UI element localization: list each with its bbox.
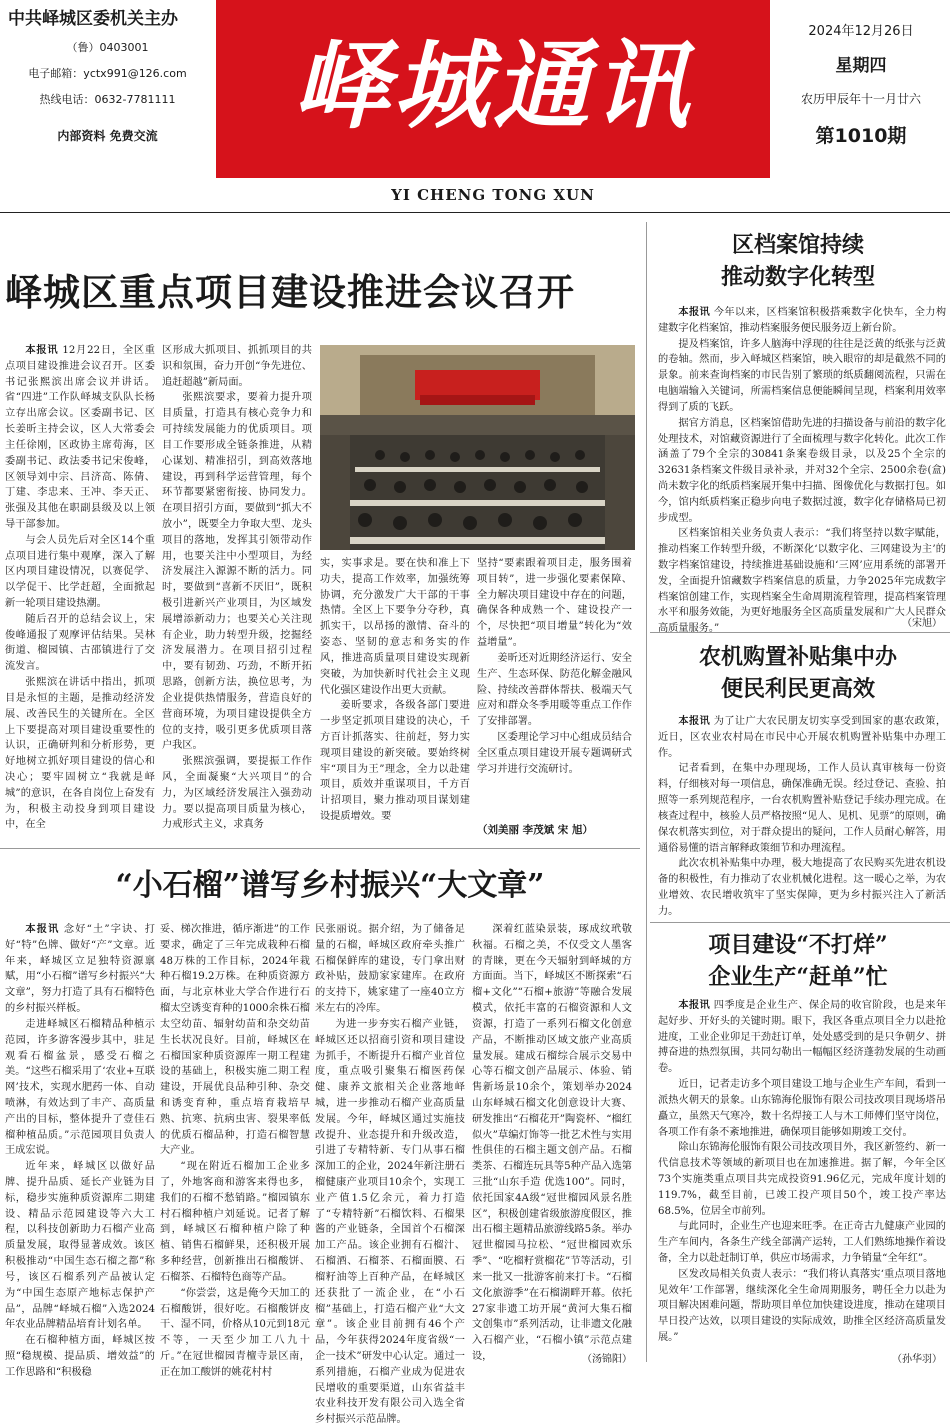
article2-para: 深着红蓝染景装，琢成纹玳敬秋福。石榴之美，不仅受文人墨客的青睐，更在今天辐射到峄城的方方面面。当下，峄城区不断探索“石榴+文化”“石榴+旅游”等融合发展模式，依托丰富的石榴资源和人文资源，打造了一系列石榴文化创意产品，不断推动区域文旅产业高质量发展。建成石榴综合展示交易中心等石榴文创产品展示、体验、销售新场景10余个，策划举办2024山东峄城石榴文化创意设计大赛、研发推出“石榴花开”陶瓷杯、“榴红似火”草编灯饰等一批艺术性与实用性俱佳的石榴主题文创产品。石榴类茶、石榴连玩具等5种产品入选第三批“山东手造 优选100”。同时，依托国家4A级“冠世榴园风景名胜区”，积极创建省级旅游度假区，推出石榴主题精品旅游线路5条。举办冠世榴园马拉松、“冠世榴园欢乐季”、“吃榴籽赏榴花”节等活动，引来一批又一批游客前来打卡。“石榴文化旅游季”在石榴湖畔开幕。依托27家非遗工坊开展“黄河大集石榴文创集市”系列活动，让非遗文化融入石榴产业，“石榴小镇”示范点建设， <box>472 924 632 1362</box>
side2-para: 为了让广大农民朋友切实享受到国家的惠农政策，近日，区农业农村局在市民中心开展农机购置补贴集中办理工作。 <box>658 716 947 759</box>
side2-body <box>658 714 947 917</box>
side3-body <box>658 998 946 1348</box>
registration-number: （鲁）0403001 <box>66 41 149 54</box>
article2-para: 近年来，峄城区以做好品牌、提升品质、延长产业链为目标，稳步实施种质资源库二期建设、精品示范园建设等六大工程，以科技创新助力石榴产业高质量发展，取得显著成效。该区积极推动“中国生态石榴之都”称号，该区石榴系列产品被认定为“中国生态原产地标志保护产品”，品牌“峄城石榴”入选2024年农业品牌精品培育计划名单。 <box>5 1161 155 1331</box>
lead-column-4 <box>477 556 632 816</box>
lead-para: 张熙滨在讲话中指出，抓项目是永恒的主题，是推动经济发展、改善民生的关键所在。全区上下要提高对项目建设重要性的认识，正确研判和分析形势，更好地树立抓好项目建设的信心和决心；要牢固树立“我就是峄城”的意识，在各自岗位上奋发有为，积极主动投身到项目建设中，在全 <box>5 677 155 831</box>
article2-column-3 <box>315 922 465 1426</box>
lead-para: 与会人员先后对全区14个重点项目进行集中观摩，深入了解区内项目建设情况，以赛促学、以学促干、比学赶超，全面掀起新一轮项目建设热潮。 <box>5 534 155 609</box>
masthead-title: 峄城通讯 <box>293 29 693 142</box>
side1-byline: （宋旭） <box>902 618 942 629</box>
side3-label: 本报讯 <box>678 999 711 1011</box>
lead-para: 实，实事求是。要在快和准上下功夫，提高工作效率，加强统筹协调，充分激发广大干部的干事热情。全区上下要争分夺秒，真抓实干，以昂扬的激情、奋斗的姿态、坚韧的意志和务实的作风，推进高质量项目建设实现新突破，为加快新时代社会主义现代化强区建设作出更大贡献。 <box>320 558 470 696</box>
side1-para: 提及档案馆，许多人脑海中浮现的往往是泛黄的纸张与泛黄的卷轴。然而，步入峄城区档案馆，映入眼帘的却是截然不同的景象。前来查询档案的市民告别了繁琐的纸质翻阅流程，只需在电脑端输入关键词，所需档案信息便能瞬间呈现，档案利用效率得到了质的飞跃。 <box>658 338 946 413</box>
lead-column-1 <box>5 343 155 843</box>
article2-para: 妥、梯次推进，循序渐进”的工作要求，确定了三年完成栽种石榴48万株的工作目标，2024年栽种石榴19.2万株。在种质资源方面，与北京林业大学合作进行石榴太空诱变育种的1000余株石榴太空幼苗、辐射幼苗和杂交幼苗生长状况良好。目前，峄城区在石榴国家种质资源库一期工程建设的基础上，积极实施二期工程建设，开展优良品种引种、杂交和诱变育种，重点培育栽培早熟、抗寒、抗病虫害、裂果率低的优质石榴品种，打造石榴智慧大产业。 <box>160 924 310 1157</box>
lead-para: 随后召开的总结会议上，宋俊峰通报了观摩评估结果。吴林街道、榴园镇、古邵镇进行了交流发言。 <box>5 613 155 673</box>
side3-para: 四季度是企业生产、保企局的收官阶段，也是来年起好步、开好头的关键时期。眼下，我区各重点项目全力以赴抢进度，工业企业卯足干劲赶订单，处处感受到的是只争朝夕、拼搏奋进的热烈氛围，共同勾勒出一幅幅区经济蓬勃发展的生动画卷。 <box>658 1000 947 1075</box>
lead-para: 区委理论学习中心组成员结合全区重点项目建设开展专题调研式学习并进行交流研讨。 <box>477 731 632 775</box>
weekday: 星期四 <box>835 56 887 76</box>
article2-para: “你尝尝，这是俺今天加工的石榴酸饼，很好吃。石榴酸饼皮干、湿不同，价格从10元到18元不等，一天至少加工八九十斤。”在冠世榴园青檀寺景区南，正在加工酸饼的姚花村村 <box>160 1287 310 1378</box>
lead-para: 区形成大抓项目、抓抓项目的共识和氛围，奋力开创“争先进位、追赶超越”新局面。 <box>162 345 312 388</box>
side3-para: 与此同时，企业生产也迎来旺季。在正奇古九健康产业园的生产车间内，各条生产线全部满产运转，工人们熟练地操作着设备，全力以赴赶制订单，供应市场需求，力争销量“全年红”。 <box>658 1221 946 1264</box>
side3-para: 除山东锦海伦服饰有限公司技改项目外，我区新签约、新一代信息技术等领域的新项目也在加速推进。据了解，今年全区73个实施类重点项目共完成投资91.96亿元，完成年度计划的119.7%，截至目前，已竣工投产项目50个，竣工投产率达68.5%，位居全市前列。 <box>658 1142 946 1217</box>
issue-date: 2024年12月26日 <box>808 24 914 39</box>
distribution-notice: 内部资料 免费交流 <box>57 129 158 143</box>
side2-headline-line2: 便民利民更高效 <box>720 675 875 702</box>
lead-para: 姜昕还对近期经济运行、安全生产、生态环保、防范化解金融风险、持续改善群体帮扶、极端天气应对和群众冬季用暖等重点工作作了安排部署。 <box>477 652 632 728</box>
hotline: 热线电话：0632-7781111 <box>39 93 176 106</box>
side3-headline-line2: 企业生产“赶单”忙 <box>708 963 888 990</box>
side3-headline <box>650 930 946 994</box>
side1-headline-line2: 推动数字化转型 <box>720 263 875 290</box>
article2-para: 念好“土”字诀、打好“特”色牌、做好“产”文章。近年来，峄城区立足独特资源禀赋，用“小石榴”谱写乡村振兴“大文章”，努力打造了具有石榴特色的乡村振兴样板。 <box>5 924 155 1015</box>
lead-label: 本报讯 <box>25 344 59 356</box>
side1-para: 区档案馆相关业务负责人表示：“我们将坚持以数字赋能，推动档案工作转型升级，不断深化‘以数字化、三网建设为主’的数字档案馆建设，持续推进基础设施和‘三网’应用系统的部署开发，全面提升馆藏数字档案信息的质量，力争2025年完成数字档案馆创建工作，实现档案全生命周期流程管理，提高档案管理水平和服务效能，为更好地服务全区高质量发展和广大人民群众高质量服务。” <box>658 528 946 635</box>
header-right-info <box>776 0 946 148</box>
header-left-info <box>5 0 210 144</box>
organizer: 中共峄城区委机关主办 <box>8 9 178 29</box>
meeting-hall-image <box>320 345 635 550</box>
meeting-photo <box>320 345 635 550</box>
side2-para: 记者看到，在集中办理现场，工作人员认真审核每一份资料，仔细核对每一项信息，确保准确无误。经过登记、查验、拍照等一系列规范程序，一台农机购置补贴登记手续办理完成。在核查过程中，核验人员严格按照“见人、见机、见票”的原则，确保农机落实到位，对于群众提出的疑问，工作人员耐心解答，用通俗易懂的语言解释政策细节和办理流程。 <box>658 763 946 854</box>
article2-headline: “小石榴”谱写乡村振兴“大文章” <box>115 868 545 903</box>
article2-para: 走进峄城区石榴精品种植示范园，许多游客漫步其中，驻足观看石榴盆景，感受石榴之美。“这些石榴采用了‘农业+互联网’技术，实现水肥药一体、自动喷淋，有效达到了丰产、高质量产出的目标，整体提升了壹佳石榴种植品质。”示范园项目负责人王成宏说。 <box>5 1018 155 1157</box>
side2-para: 此次农机补贴集中办理，极大地提高了农民购买先进农机设备的积极性，有力推动了农业机械化进程。这一暖心之举，为农业增效、农民增收筑牢了坚实保障，更为乡村振兴注入了新活力。 <box>658 858 946 917</box>
side-divider <box>650 632 950 633</box>
side2-headline-line1: 农机购置补贴集中办 <box>698 644 897 670</box>
side2-headline <box>650 642 946 706</box>
email: 电子邮箱：yctx991@126.com <box>28 67 187 80</box>
lunar-date: 农历甲辰年十一月廿六 <box>800 92 921 106</box>
lead-para: 坚持“要素跟着项目走，服务围着项目转”，进一步强化要素保障、全力解决项目建设中存在的问题，确保各种成熟一个、建设投产一个，尽快把“项目增量”转化为“效益增量”。 <box>477 558 632 649</box>
lead-para: 张熙滨要求，要着力提升项目质量，打造具有核心竞争力和可持续发展能力的优质项目。项目工作要形成全链条推进，从精心谋划、精准招引，到高效落地建设，再到科学运营管理，每个环节都要紧密衔接、协同发力。在项目招引方面，要做到“抓大不放小”，既要全力争取大型、龙头项目的落地，发挥其引领带动作用，也要关注中小型项目，为经济发展注入源源不断的活力。同时，要做到“喜新不厌旧”，既积极引进新兴产业项目，为区域发展增添新动力；也要关心关注现有企业，助力转型升级，挖掘经济发展潜力。在项目招引过程中，要有韧劲、巧劲，不断开拓思路，创新方法，换位思考，为企业提供热情服务，营造良好的营商环境，为项目建设提供全方位的支持，吸引更多优质项目落户我区。 <box>162 392 312 752</box>
lead-para: 12月22日，全区重点项目建设推进会议召开。区委书记张熙滨出席会议并讲话。省“四进”工作队峄城支队队长杨立存出席会议。区委副书记、区长姜昕主持会议，区人大常委会主任徐刚，区政协主席荀海，区委副书记、政法委书记宋俊峰，区领导刘中宗、吕济高、陈倩、丁建、李忠来、王冲、李天正、张强及其他在职副县级及以上领导干部参加。 <box>5 345 155 530</box>
column-divider <box>646 222 647 1362</box>
side3-para: 近日，记者走访多个项目建设工地与企业生产车间，看到一派热火朝天的景象。山东锦海伦服饰有限公司技改项目现场塔吊矗立，虽然天气寒冷，数十名焊接工人与木工师傅们坚守岗位，各项工作有条不紊地推进，确保项目能够如期竣工交付。 <box>658 1079 946 1138</box>
side3-byline: （孙华羽） <box>892 1354 942 1365</box>
issue-number: 第1010期 <box>815 125 907 147</box>
side1-para: 据官方消息，区档案馆借助先进的扫描设备与前沿的数字化处理技术，对馆藏资源进行了全面梳理与数字化转化。此次工作涵盖了79个全宗的30841条案卷级目录，以及25个全宗的32631条档案文件级目录补录，并对32个全宗、2500余卷(盒)尚未数字化的纸质档案展开集中扫描、图像优化与数据打包。如今，馆内纸质档案正稳步向电子数据过渡，数字化存储格局已初步成型。 <box>658 417 946 524</box>
article2-byline: （汤锦阳） <box>582 1354 632 1365</box>
side2-label: 本报讯 <box>678 715 711 727</box>
article2-para: 在石榴种植方面，峄城区按照“稳规模、提品质、增效益”的工作思路和“积极稳 <box>5 1335 155 1378</box>
side3-headline-line1: 项目建设“不打烊” <box>708 932 888 958</box>
section-divider <box>0 848 640 849</box>
side1-headline <box>650 230 946 294</box>
lead-column-2 <box>162 343 312 843</box>
article2-para: 为进一步夯实石榴产业链，峄城区还以招商引资和项目建设为抓手，不断提升石榴产业首位度，重点吸引聚集石榴医药保健、康养文旅相关企业落地峄城，进一步推动石榴产业高质量发展。今年，峄城区通过实施技改提升、业态提升和升级改造，引进了专精特新、专门从事石榴深加工的企业，2024年新注册石榴健康产业项目10余个，实现工业产值1.5亿余元，着力打造了“专精特新”石榴饮料、石榴果酱的产业链条，全国首个石榴深加工产品。该企业拥有石榴汁、石榴酒、石榴茶、石榴面膜、石榴籽油等上百种产品，在峄城区还获批了一流企业，在“小石榴”基础上，打造石榴产业“大文章”。该企业目前拥有46个产品，今年获得2024年度省级“一企一技术”研发中心认定。通过一系列措施，石榴产业成为促进农民增收的重要渠道，山东省益丰农业科技开发有限公司入选全省乡村振兴示范品牌。 <box>315 1018 465 1426</box>
article2-label: 本报讯 <box>25 923 60 935</box>
lead-para: 姜昕要求，各级各部门要进一步坚定抓项目建设的决心，千方百计抓落实、往前赶，努力实现项目建设的新突破。要始终树牢“项目为王”理念，全力以赴建项目，质效并重谋项目，千方百计招项目，聚力推动项目谋划建设提质增效。要 <box>320 700 470 822</box>
side3-para: 区发改局相关负责人表示：“我们将认真落实‘重点项目落地见效年’工作部署，继续深化全生命周期服务，聘任全力以赴为项目解决困难问题，帮助项目单位加快建设进度，推动在建项目早日投产达效，以项目建设的实际成效，助推全区经济高质量发展。” <box>658 1268 946 1344</box>
article2-column-1 <box>5 922 155 1378</box>
side-divider <box>650 922 950 923</box>
lead-column-3 <box>320 556 470 841</box>
side1-label: 本报讯 <box>678 306 711 318</box>
side1-para: 今年以来，区档案馆积极搭乘数字化快车，全力构建数字化档案馆，推动档案服务便民服务迈上新台阶。 <box>658 307 947 334</box>
side1-headline-line1: 区档案馆持续 <box>731 232 864 258</box>
lead-para: 张熙滨强调，要提振工作作风，全面凝聚“大兴项目”的合力，为区域经济发展注入强劲动力。要以提高项目质量为核心，力戒形式主义，求真务 <box>162 756 312 831</box>
header-divider <box>0 212 950 213</box>
article2-column-2 <box>160 922 310 1378</box>
masthead <box>216 0 770 178</box>
article2-para: “现在附近石榴加工企业多了，外地客商和游客来得也多，我们的石榴不愁销路。”榴园镇东村石榴种植户刘延说。记者了解到，峄城区石榴种植户除了种植、销售石榴鲜果，还积极开展多种经营，创新推出石榴酸饼、石榴茶、石榴特色商等产品。 <box>160 1161 310 1283</box>
article2-para: 民张丽说。据介绍，为了储备足量的石榴，峄城区政府牵头推广石榴保鲜库的建设，专门拿出财政补贴，鼓励家家建库。在政府的支持下，姚家建了一座40立方米左右的冷库。 <box>315 924 465 1015</box>
lead-byline: （刘美丽 李茂斌 宋 旭） <box>477 824 593 836</box>
lead-headline: 峄城区重点项目建设推进会议召开 <box>5 270 575 314</box>
masthead-pinyin: YI CHENG TONG XUN <box>391 186 595 204</box>
